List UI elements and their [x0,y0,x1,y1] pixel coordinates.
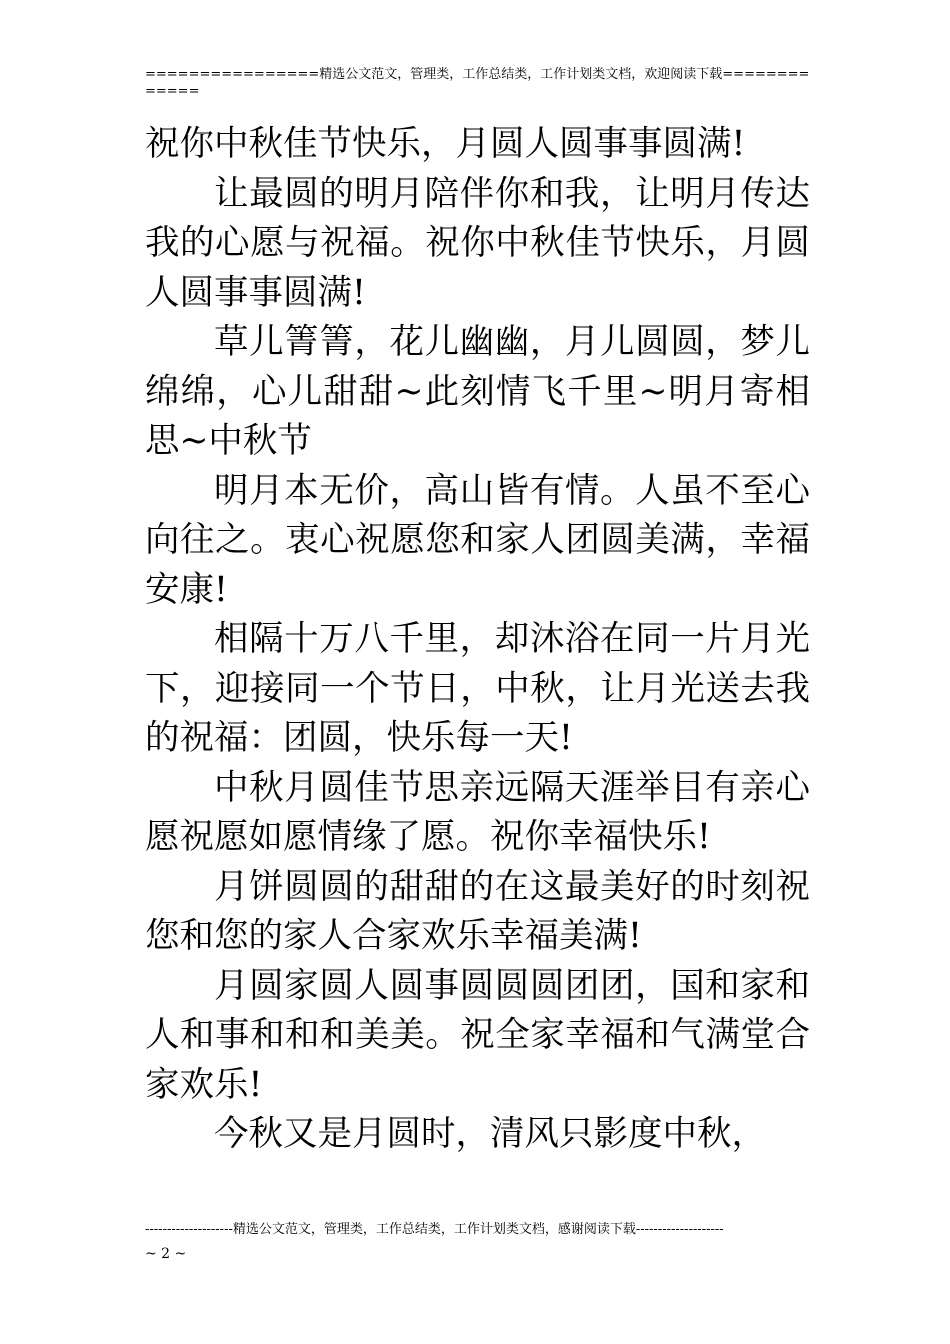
paragraph: 让最圆的明月陪伴你和我，让明月传达我的心愿与祝福。祝你中秋佳节快乐，月圆人圆事事圆满! [145,173,810,313]
paragraph: 草儿箐箐，花儿幽幽，月儿圆圆，梦儿绵绵，心儿甜甜~此刻情飞千里~明月寄相思~中秋节 [145,322,810,461]
paragraph: 月饼圆圆的甜甜的在这最美好的时刻祝您和您的家人合家欢乐幸福美满! [145,866,810,956]
paragraph: 相隔十万八千里，却沐浴在同一片月光下，迎接同一个节日，中秋，让月光送去我的祝福：团圆，快乐每一天! [145,619,810,758]
page-footer: --------------------精选公文范文，管理类，工作总结类，工作计划类文档，感谢阅读下载-------------------- [145,1222,724,1237]
paragraph: 今秋又是月圆时，清风只影度中秋， [214,1114,766,1154]
page-number: ~ 2 ~ [145,1246,187,1262]
page-header: ================精选公文范文，管理类，工作总结类，工作计划类文档，欢迎阅读下载============= [145,67,810,99]
paragraph: 明月本无价，高山皆有情。人虽不至心向往之。衷心祝愿您和家人团圆美满，幸福安康! [145,470,810,610]
paragraph: 月圆家圆人圆事圆圆圆团团，国和家和人和事和和和美美。祝全家幸福和气满堂合家欢乐! [145,965,810,1105]
body-text [145,120,810,1160]
paragraph: 祝你中秋佳节快乐，月圆人圆事事圆满! [145,124,746,164]
paragraph: 中秋月圆佳节思亲远隔天涯举目有亲心愿祝愿如愿情缘了愿。祝你幸福快乐! [145,767,810,857]
